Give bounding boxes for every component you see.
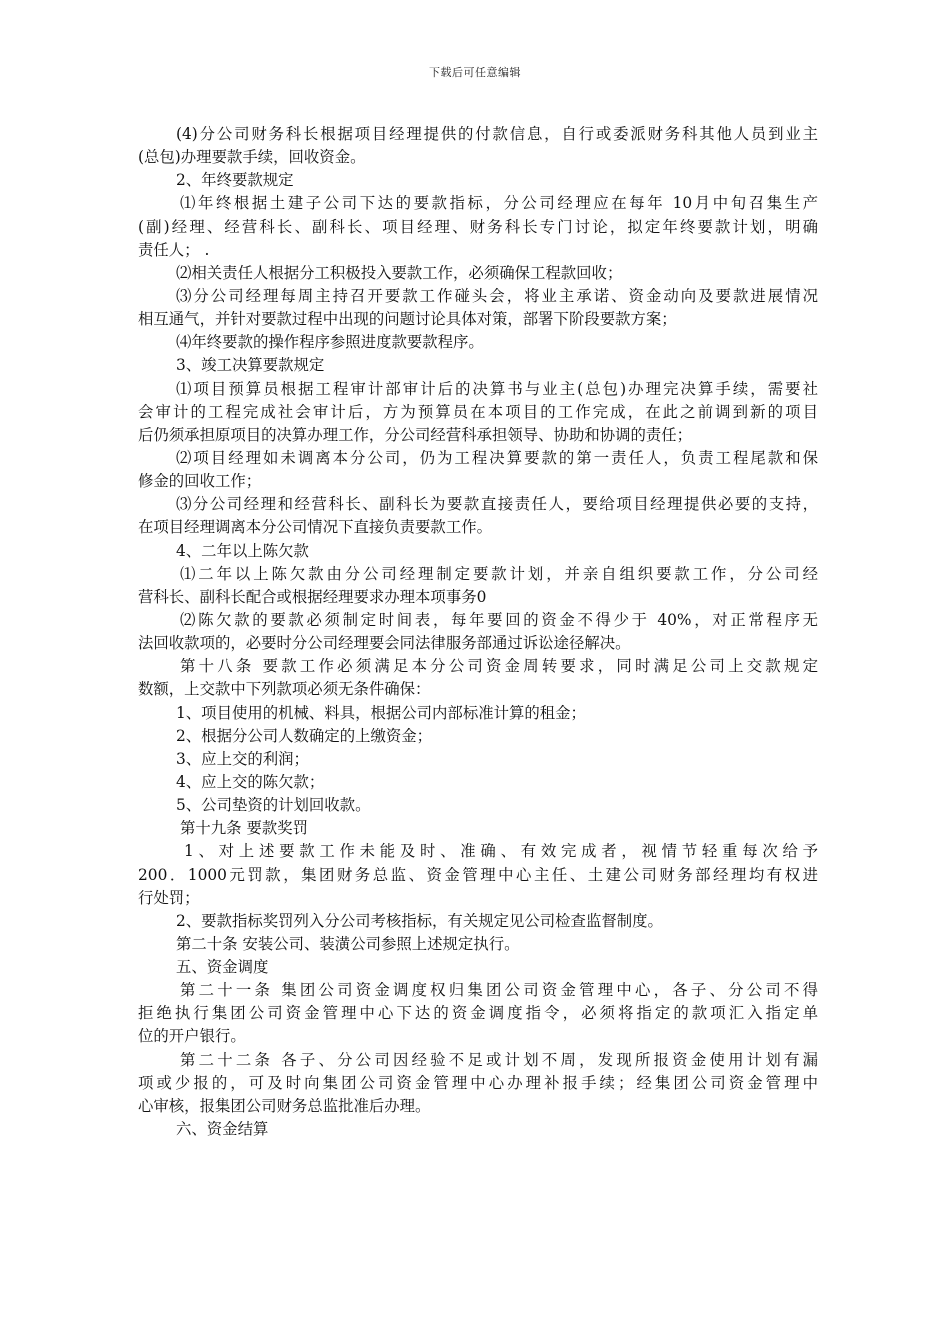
text-line: 第十八条 要款工作必须满足本分公司资金周转要求，同时满足公司上交款规定 <box>180 657 818 676</box>
text-line: 六、资金结算 <box>176 1120 269 1139</box>
text-line: ⑶分公司经理和经营科长、副科长为要款直接责任人，要给项目经理提供必要的支持， <box>176 495 818 514</box>
text-line: 营科长、副科长配合或根据经理要求办理本项事务0 <box>138 587 487 606</box>
text-line: 在项目经理调离本分公司情况下直接负责要款工作。 <box>138 518 492 537</box>
text-line: 责任人； . <box>138 240 210 259</box>
text-line: ⑴项目预算员根据工程审计部审计后的决算书与业主(总包)办理完决算手续，需要社 <box>176 379 818 398</box>
text-line: 2、根据分公司人数确定的上缴资金； <box>176 726 433 745</box>
text-line: 1、对上述要款工作未能及时、准确、有效完成者，视情节轻重每次给予 <box>184 842 818 861</box>
page-header: 下载后可任意编辑 <box>429 66 521 79</box>
text-line: ⑶分公司经理每周主持召开要款工作碰头会，将业主承诺、资金动向及要款进展情况 <box>176 286 818 305</box>
text-line: 3、应上交的利润； <box>176 749 309 768</box>
text-line: 行处罚； <box>138 888 200 907</box>
document-body <box>138 123 818 1141</box>
text-line: 第十九条 要款奖罚 <box>180 819 309 838</box>
text-line: ⑵项目经理如未调离本分公司，仍为工程决算要款的第一责任人，负责工程尾款和保 <box>176 448 818 467</box>
text-line: 4、应上交的陈欠款； <box>176 772 325 791</box>
text-line: 4、二年以上陈欠款 <box>176 541 309 560</box>
text-line: ⑵陈欠款的要款必须制定时间表，每年要回的资金不得少于 40%，对正常程序无 <box>180 610 818 629</box>
text-line: 2、要款指标奖罚列入分公司考核指标，有关规定见公司检查监督制度。 <box>176 911 663 930</box>
text-line: 相互通气，并针对要款过程中出现的问题讨论具体对策，部署下阶段要款方案； <box>138 310 677 329</box>
text-line: 数额，上交款中下列款项必须无条件确保： <box>138 680 431 699</box>
text-line: (总包)办理要款手续，回收资金。 <box>138 148 366 167</box>
text-line: 第二十二条 各子、分公司因经验不足或计划不周，发现所报资金使用计划有漏 <box>180 1050 818 1069</box>
text-line: 修金的回收工作； <box>138 472 262 491</box>
text-line: 后仍须承担原项目的决算办理工作，分公司经营科承担领导、协助和协调的责任； <box>138 425 693 444</box>
text-line: 200．1000元罚款，集团财务总监、资金管理中心主任、土建公司财务部经理均有权进 <box>138 865 818 884</box>
text-line: 心审核，报集团公司财务总监批准后办理。 <box>138 1096 431 1115</box>
text-line: ⑵相关责任人根据分工积极投入要款工作，必须确保工程款回收； <box>176 263 623 282</box>
text-line: 3、竣工决算要款规定 <box>176 356 325 375</box>
text-line: ⑴二年以上陈欠款由分公司经理制定要款计划，并亲自组织要款工作，分公司经 <box>180 564 818 583</box>
text-line: 第二十条 安装公司、装潢公司参照上述规定执行。 <box>176 934 520 953</box>
text-line: ⑷年终要款的操作程序参照进度款要款程序。 <box>176 333 484 352</box>
text-line: 会审计的工程完成社会审计后，方为预算员在本项目的工作完成，在此之前调到新的项目 <box>138 402 818 421</box>
text-line: 第二十一条 集团公司资金调度权归集团公司资金管理中心，各子、分公司不得 <box>180 981 818 1000</box>
text-line: (4)分公司财务科长根据项目经理提供的付款信息，自行或委派财务科其他人员到业主 <box>176 125 818 143</box>
text-line: 拒绝执行集团公司资金管理中心下达的资金调度指令，必须将指定的款项汇入指定单 <box>138 1004 818 1023</box>
text-line: 五、资金调度 <box>176 958 269 977</box>
text-line: 位的开户银行。 <box>138 1027 246 1046</box>
text-line: ⑴年终根据土建子公司下达的要款指标，分公司经理应在每年 10月中旬召集生产 <box>180 194 818 213</box>
text-line: 5、公司垫资的计划回收款。 <box>176 796 371 815</box>
text-line: 1、项目使用的机械、料具，根据公司内部标准计算的租金； <box>176 703 586 722</box>
text-line: (副)经理、经营科长、副科长、项目经理、财务科长专门讨论，拟定年终要款计划，明确 <box>138 217 818 236</box>
text-line: 2、年终要款规定 <box>176 171 294 190</box>
text-line: 项或少报的，可及时向集团公司资金管理中心办理补报手续；经集团公司资金管理中 <box>138 1073 818 1092</box>
text-line: 法回收款项的，必要时分公司经理要会同法律服务部通过诉讼途径解决。 <box>138 634 631 653</box>
